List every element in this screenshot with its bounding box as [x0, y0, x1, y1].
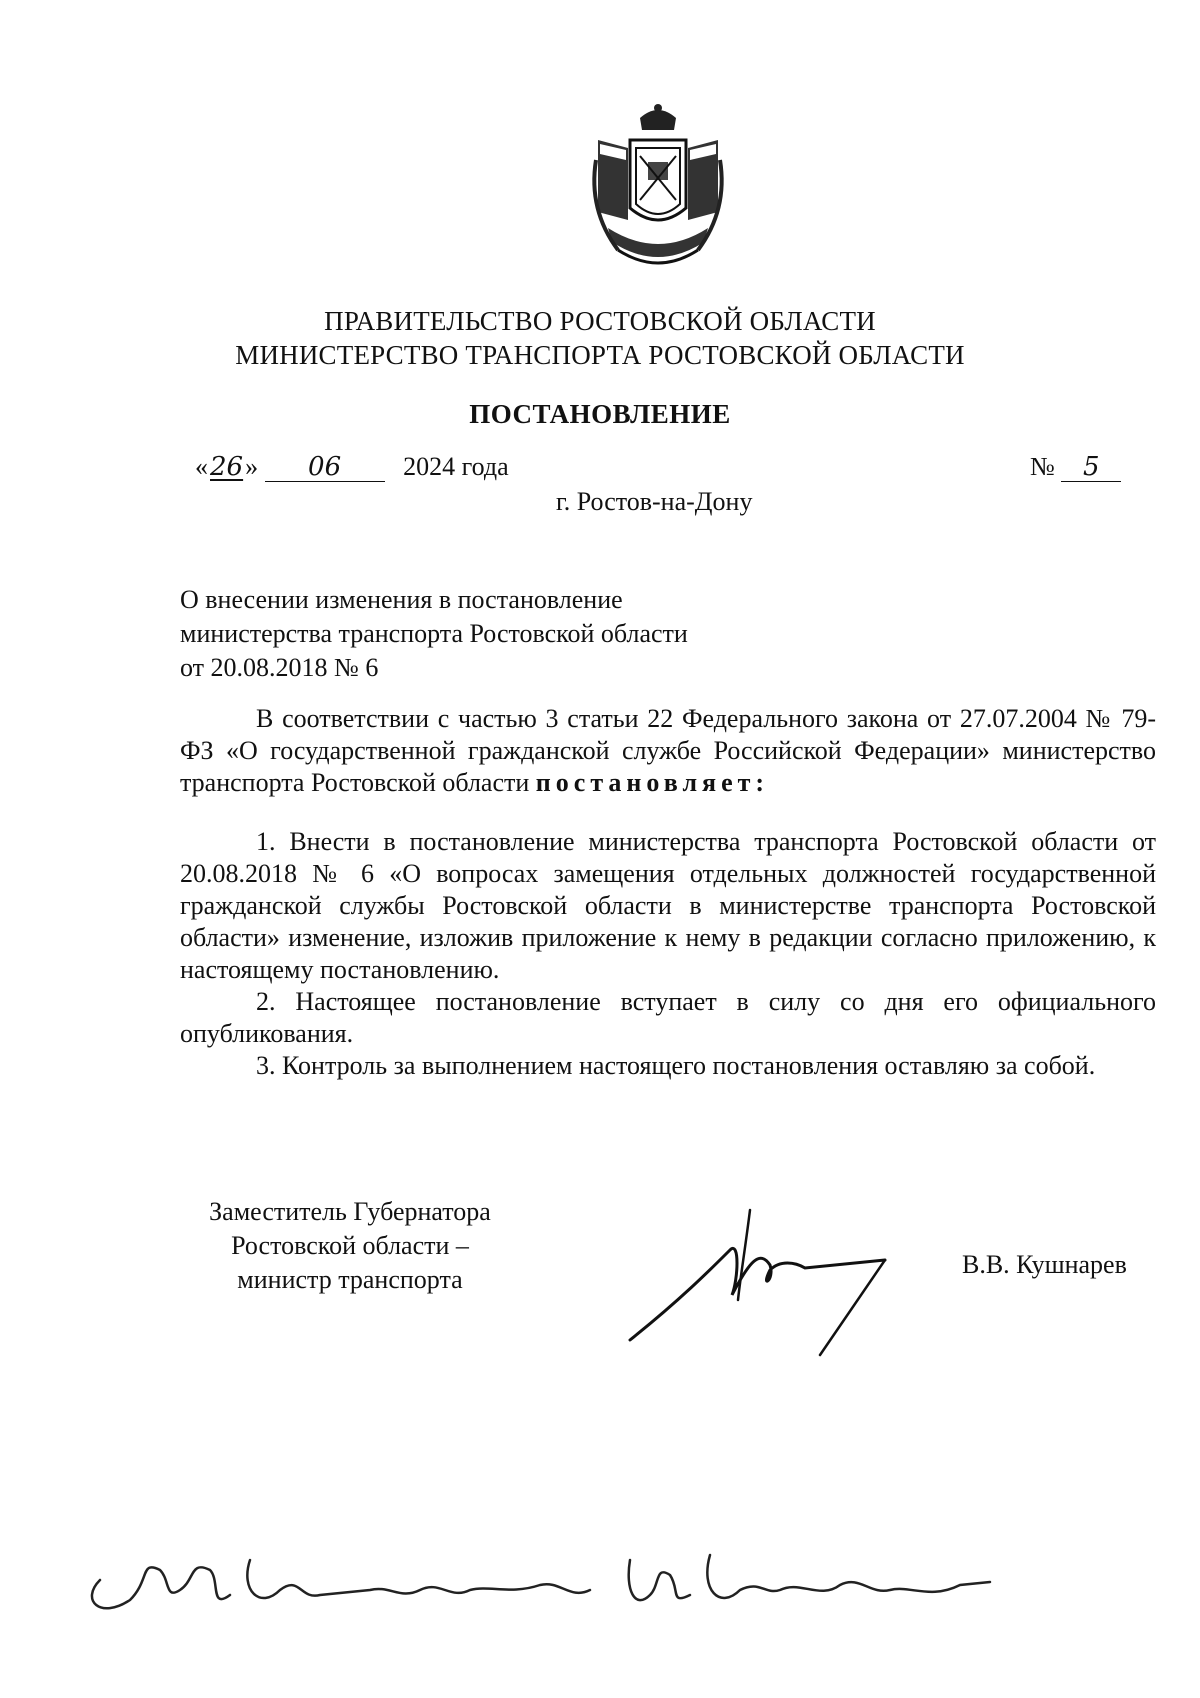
number-sign: № — [1030, 452, 1055, 481]
date-year: 2024 года — [403, 452, 509, 481]
preamble — [180, 703, 1156, 799]
signatory-title-line: Заместитель Губернатора — [209, 1197, 491, 1226]
document-subject — [180, 583, 688, 685]
resolution-item: 2. Настоящее постановление вступает в силу со дня его официального опубликования. — [180, 987, 1156, 1048]
signatory-name: В.В. Кушнарев — [962, 1250, 1127, 1279]
signatory-title — [185, 1195, 515, 1297]
ministry-name: МИНИСТЕРСТВО ТРАНСПОРТА РОСТОВСКОЙ ОБЛАСТИ — [235, 340, 965, 370]
visa-signature-right — [629, 1555, 990, 1600]
date-open-quote: « — [195, 452, 208, 481]
document-date — [195, 452, 509, 482]
resolves-word: постановляет: — [535, 768, 770, 797]
signatory-title-line: Ростовской области – — [231, 1231, 469, 1260]
approval-visas — [70, 1540, 1050, 1630]
city: г. Ростов-на-Дону — [556, 487, 753, 516]
date-close-quote: » — [245, 452, 259, 481]
date-day: 26 — [210, 452, 244, 482]
document-number — [1030, 452, 1121, 482]
subject-line: О внесении изменения в постановление — [180, 585, 623, 614]
coat-of-arms-emblem — [578, 100, 738, 280]
resolution-item: 3. Контроль за выполнением настоящего постановления оставляю за собой. — [256, 1051, 1096, 1080]
resolution-items — [180, 826, 1156, 1082]
number-value: 5 — [1061, 453, 1121, 482]
date-month: 06 — [265, 453, 385, 482]
preamble-text: В соответствии с частью 3 статьи 22 Федерального закона от 27.07.2004 № 79-ФЗ «О государственной гражданской службе Российской Федерации» министерство транспорта Ростовской области — [180, 704, 1156, 797]
subject-line: министерства транспорта Ростовской области — [180, 619, 688, 648]
document-type: ПОСТАНОВЛЕНИЕ — [469, 399, 731, 429]
signatory-title-line: министр транспорта — [237, 1265, 463, 1294]
subject-line: от 20.08.2018 № 6 — [180, 653, 379, 682]
handwritten-signature — [620, 1190, 920, 1360]
government-name: ПРАВИТЕЛЬСТВО РОСТОВСКОЙ ОБЛАСТИ — [324, 306, 876, 336]
visa-signature-left — [92, 1560, 590, 1608]
resolution-item: 1. Внести в постановление министерства транспорта Ростовской области от 20.08.2018 № 6 «О вопросах замещения отдельных должностей государственной гражданской службы Ростовской области в министерстве транспорта Ростовской области» изменение, изложив приложение к нему в редакции согласно приложению, к настоящему постановлению. — [180, 827, 1156, 984]
